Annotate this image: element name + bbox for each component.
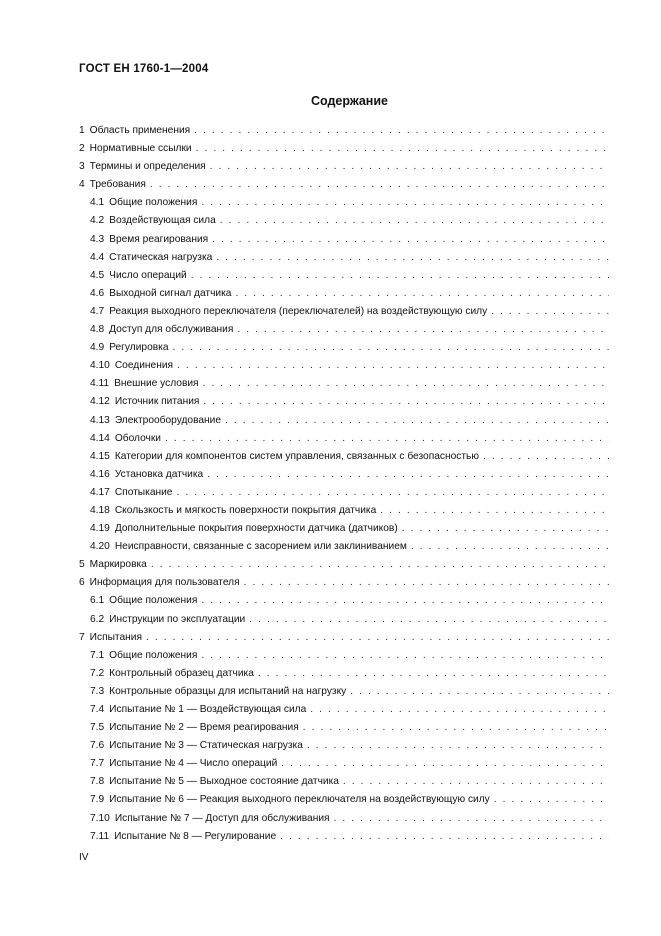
toc-entry-title: Внешние условия — [114, 378, 199, 390]
toc-dot-leader — [216, 249, 609, 267]
toc-entry[interactable] — [79, 592, 609, 610]
toc-entry-title: Источник питания — [114, 396, 200, 408]
toc-entry-title: Выходной сигнал датчика — [109, 287, 232, 299]
toc-entry-title: Общие положения — [109, 197, 198, 209]
toc-entry[interactable] — [79, 502, 609, 520]
toc-entry-title: Инструкции по эксплуатации — [109, 613, 246, 625]
toc-entry-number: 7.1 — [90, 649, 105, 661]
toc-entry-title: Область применения — [89, 125, 191, 136]
toc-entry-number: 7.7 — [90, 758, 105, 770]
toc-entry-title: Испытание № 3 — Статическая нагрузка — [109, 740, 303, 752]
toc-entry-title: Испытание № 1 — Воздействующая сила — [109, 704, 307, 715]
toc-entry[interactable] — [79, 611, 609, 629]
toc-dot-leader — [483, 448, 609, 466]
toc-entry-number: 4.20 — [90, 541, 110, 553]
document-header: ГОСТ ЕН 1760-1—2004 — [79, 63, 209, 75]
page-title: Содержание — [310, 94, 388, 108]
toc-dot-leader — [201, 194, 609, 212]
toc-entry[interactable] — [79, 231, 609, 249]
page-number: IV — [79, 852, 89, 863]
toc-entry-title: Воздействующая сила — [109, 215, 216, 227]
toc-entry-number: 3 — [79, 161, 85, 173]
toc-dot-leader — [380, 502, 609, 520]
toc-dot-leader — [203, 393, 609, 411]
toc-dot-leader — [494, 791, 609, 809]
toc-entry-number: 4.11 — [90, 378, 110, 390]
toc-entry-number: 5 — [79, 559, 85, 571]
toc-entry-number: 7.5 — [90, 722, 105, 734]
toc-entry-title: Испытание № 7 — Доступ для обслуживания — [114, 812, 330, 824]
toc-entry-title: Общие положения — [109, 649, 198, 661]
toc-dot-leader — [191, 267, 609, 285]
toc-entry-title: Соединения — [114, 360, 174, 372]
toc-entry-number: 4.4 — [90, 251, 105, 263]
toc-entry-number: 4.9 — [90, 342, 105, 354]
toc-dot-leader — [165, 430, 609, 448]
toc-entry-number: 7.8 — [90, 776, 105, 788]
toc-entry[interactable] — [79, 828, 609, 846]
toc-dot-leader — [280, 828, 609, 846]
toc-entry[interactable] — [79, 683, 609, 701]
toc-entry-title: Скользкость и мягкость поверхности покрытия датчика — [114, 504, 377, 516]
toc-entry[interactable] — [79, 466, 609, 484]
toc-entry-title: Испытание № 8 — Регулирование — [114, 830, 277, 842]
toc-entry[interactable] — [79, 755, 609, 773]
toc-dot-leader — [237, 321, 609, 339]
toc-entry-number: 4.18 — [90, 504, 110, 516]
toc-entry-title: Спотыкание — [114, 486, 173, 498]
toc-dot-leader — [411, 538, 609, 556]
toc-entry[interactable] — [79, 339, 609, 357]
toc-entry[interactable] — [79, 810, 609, 828]
toc-entry-title: Время реагирования — [109, 233, 209, 245]
toc-entry-number: 4.5 — [90, 269, 105, 281]
toc-dot-leader — [491, 303, 609, 321]
toc-entry-title: Неисправности, связанные с засорением или заклиниванием — [114, 541, 407, 553]
toc-entry[interactable] — [79, 393, 609, 411]
toc-entry[interactable] — [79, 412, 609, 430]
toc-entry-title: Маркировка — [89, 559, 147, 571]
toc-entry-title: Термины и определения — [89, 161, 206, 173]
toc-entry[interactable] — [79, 357, 609, 375]
toc-entry[interactable] — [79, 212, 609, 230]
toc-entry-number: 4.17 — [90, 486, 110, 498]
toc-dot-leader — [225, 412, 609, 430]
toc-entry-number: 7.9 — [90, 794, 105, 806]
toc-dot-leader — [151, 556, 609, 574]
toc-entry-title: Статическая нагрузка — [109, 251, 213, 263]
toc-dot-leader — [212, 231, 609, 249]
toc-dot-leader — [249, 611, 609, 629]
toc-entry-title: Требования — [89, 179, 146, 191]
table-of-contents — [79, 122, 609, 846]
toc-entry-title: Испытания — [89, 631, 142, 643]
toc-entry-title: Дополнительные покрытия поверхности датчика (датчиков) — [114, 523, 398, 535]
toc-entry-number: 1 — [79, 125, 85, 136]
toc-entry[interactable] — [79, 448, 609, 466]
toc-entry-title: Испытание № 2 — Время реагирования — [109, 722, 299, 734]
toc-entry[interactable] — [79, 176, 609, 194]
toc-entry-number: 7.6 — [90, 740, 105, 752]
toc-entry-title: Установка датчика — [114, 468, 204, 480]
toc-entry-number: 4.13 — [90, 414, 110, 426]
toc-entry[interactable] — [79, 556, 609, 574]
toc-entry-number: 2 — [79, 143, 85, 155]
toc-entry[interactable] — [79, 520, 609, 538]
toc-entry[interactable] — [79, 194, 609, 212]
toc-entry-number: 7.4 — [90, 704, 105, 715]
toc-entry-number: 7.3 — [90, 685, 105, 697]
toc-entry[interactable] — [79, 737, 609, 755]
toc-entry-title: Регулировка — [109, 342, 169, 354]
toc-entry-number: 6.1 — [90, 595, 105, 607]
toc-entry-title: Контрольный образец датчика — [109, 667, 254, 679]
toc-entry-title: Число операций — [109, 269, 187, 281]
toc-entry-title: Электрооборудование — [114, 414, 222, 426]
toc-entry[interactable] — [79, 538, 609, 556]
toc-entry-title: Нормативные ссылки — [89, 143, 192, 155]
toc-entry[interactable] — [79, 647, 609, 665]
toc-entry-title: Категории для компонентов систем управления, связанных с безопасностью — [114, 450, 479, 462]
toc-dot-leader — [201, 592, 609, 610]
toc-dot-leader — [173, 339, 610, 357]
toc-dot-leader — [177, 357, 609, 375]
toc-entry-number: 4.15 — [90, 450, 110, 462]
toc-entry-number: 4.19 — [90, 523, 110, 535]
toc-entry-number: 4.16 — [90, 468, 110, 480]
toc-dot-leader — [310, 701, 609, 719]
toc-entry[interactable] — [79, 285, 609, 303]
toc-entry-number: 6 — [79, 577, 85, 589]
toc-entry-number: 6.2 — [90, 613, 105, 625]
toc-entry-title: Контрольные образцы для испытаний на нагрузку — [109, 685, 347, 697]
toc-entry-number: 4.6 — [90, 287, 105, 299]
toc-entry[interactable] — [79, 122, 609, 140]
toc-entry-number: 4.10 — [90, 360, 110, 372]
toc-entry-title: Испытание № 6 — Реакция выходного переключателя на воздействующую силу — [109, 794, 490, 806]
toc-entry[interactable] — [79, 665, 609, 683]
toc-entry[interactable] — [79, 791, 609, 809]
toc-entry-number: 7.10 — [90, 812, 110, 824]
toc-entry-title: Доступ для обслуживания — [109, 324, 234, 336]
toc-dot-leader — [194, 122, 609, 140]
toc-dot-leader — [307, 737, 609, 755]
toc-entry-number: 4 — [79, 179, 85, 191]
toc-entry-number: 4.2 — [90, 215, 105, 227]
toc-dot-leader — [244, 574, 609, 592]
toc-entry[interactable] — [79, 719, 609, 737]
toc-entry-title: Общие положения — [109, 595, 198, 607]
toc-entry[interactable] — [79, 773, 609, 791]
toc-entry-number: 7.2 — [90, 667, 105, 679]
toc-dot-leader — [235, 285, 609, 303]
toc-entry[interactable] — [79, 701, 609, 719]
toc-entry[interactable] — [79, 375, 609, 393]
toc-dot-leader — [203, 375, 609, 393]
toc-dot-leader — [258, 665, 609, 683]
toc-entry-number: 7.11 — [90, 830, 110, 842]
toc-entry-number: 4.7 — [90, 305, 105, 317]
toc-dot-leader — [402, 520, 609, 538]
toc-dot-leader — [201, 647, 609, 665]
toc-dot-leader — [334, 810, 609, 828]
toc-entry[interactable] — [79, 303, 609, 321]
toc-entry[interactable] — [79, 430, 609, 448]
toc-entry[interactable] — [79, 267, 609, 285]
toc-dot-leader — [350, 683, 609, 701]
toc-dot-leader — [176, 484, 609, 502]
toc-entry-title: Испытание № 4 — Число операций — [109, 758, 278, 770]
toc-entry-number: 4.3 — [90, 233, 105, 245]
toc-entry[interactable] — [79, 484, 609, 502]
toc-entry[interactable] — [79, 140, 609, 158]
toc-entry-title: Испытание № 5 — Выходное состояние датчика — [109, 776, 339, 788]
toc-entry[interactable] — [79, 321, 609, 339]
toc-dot-leader — [207, 466, 609, 484]
toc-entry-number: 4.12 — [90, 396, 110, 408]
toc-dot-leader — [303, 719, 609, 737]
toc-entry[interactable] — [79, 158, 609, 176]
toc-entry[interactable] — [79, 629, 609, 647]
toc-entry-number: 4.8 — [90, 324, 105, 336]
toc-entry[interactable] — [79, 249, 609, 267]
toc-entry-title: Реакция выходного переключателя (переключателей) на воздействующую силу — [109, 305, 488, 317]
toc-entry[interactable] — [79, 574, 609, 592]
toc-dot-leader — [146, 629, 609, 647]
toc-dot-leader — [220, 212, 609, 230]
toc-entry-title: Оболочки — [114, 432, 161, 444]
toc-dot-leader — [196, 140, 609, 158]
toc-entry-number: 4.14 — [90, 432, 110, 444]
toc-dot-leader — [281, 755, 609, 773]
toc-entry-number: 4.1 — [90, 197, 105, 209]
toc-dot-leader — [343, 773, 609, 791]
toc-dot-leader — [150, 176, 609, 194]
toc-dot-leader — [210, 158, 609, 176]
toc-entry-title: Информация для пользователя — [89, 577, 240, 589]
toc-entry-number: 7 — [79, 631, 85, 643]
